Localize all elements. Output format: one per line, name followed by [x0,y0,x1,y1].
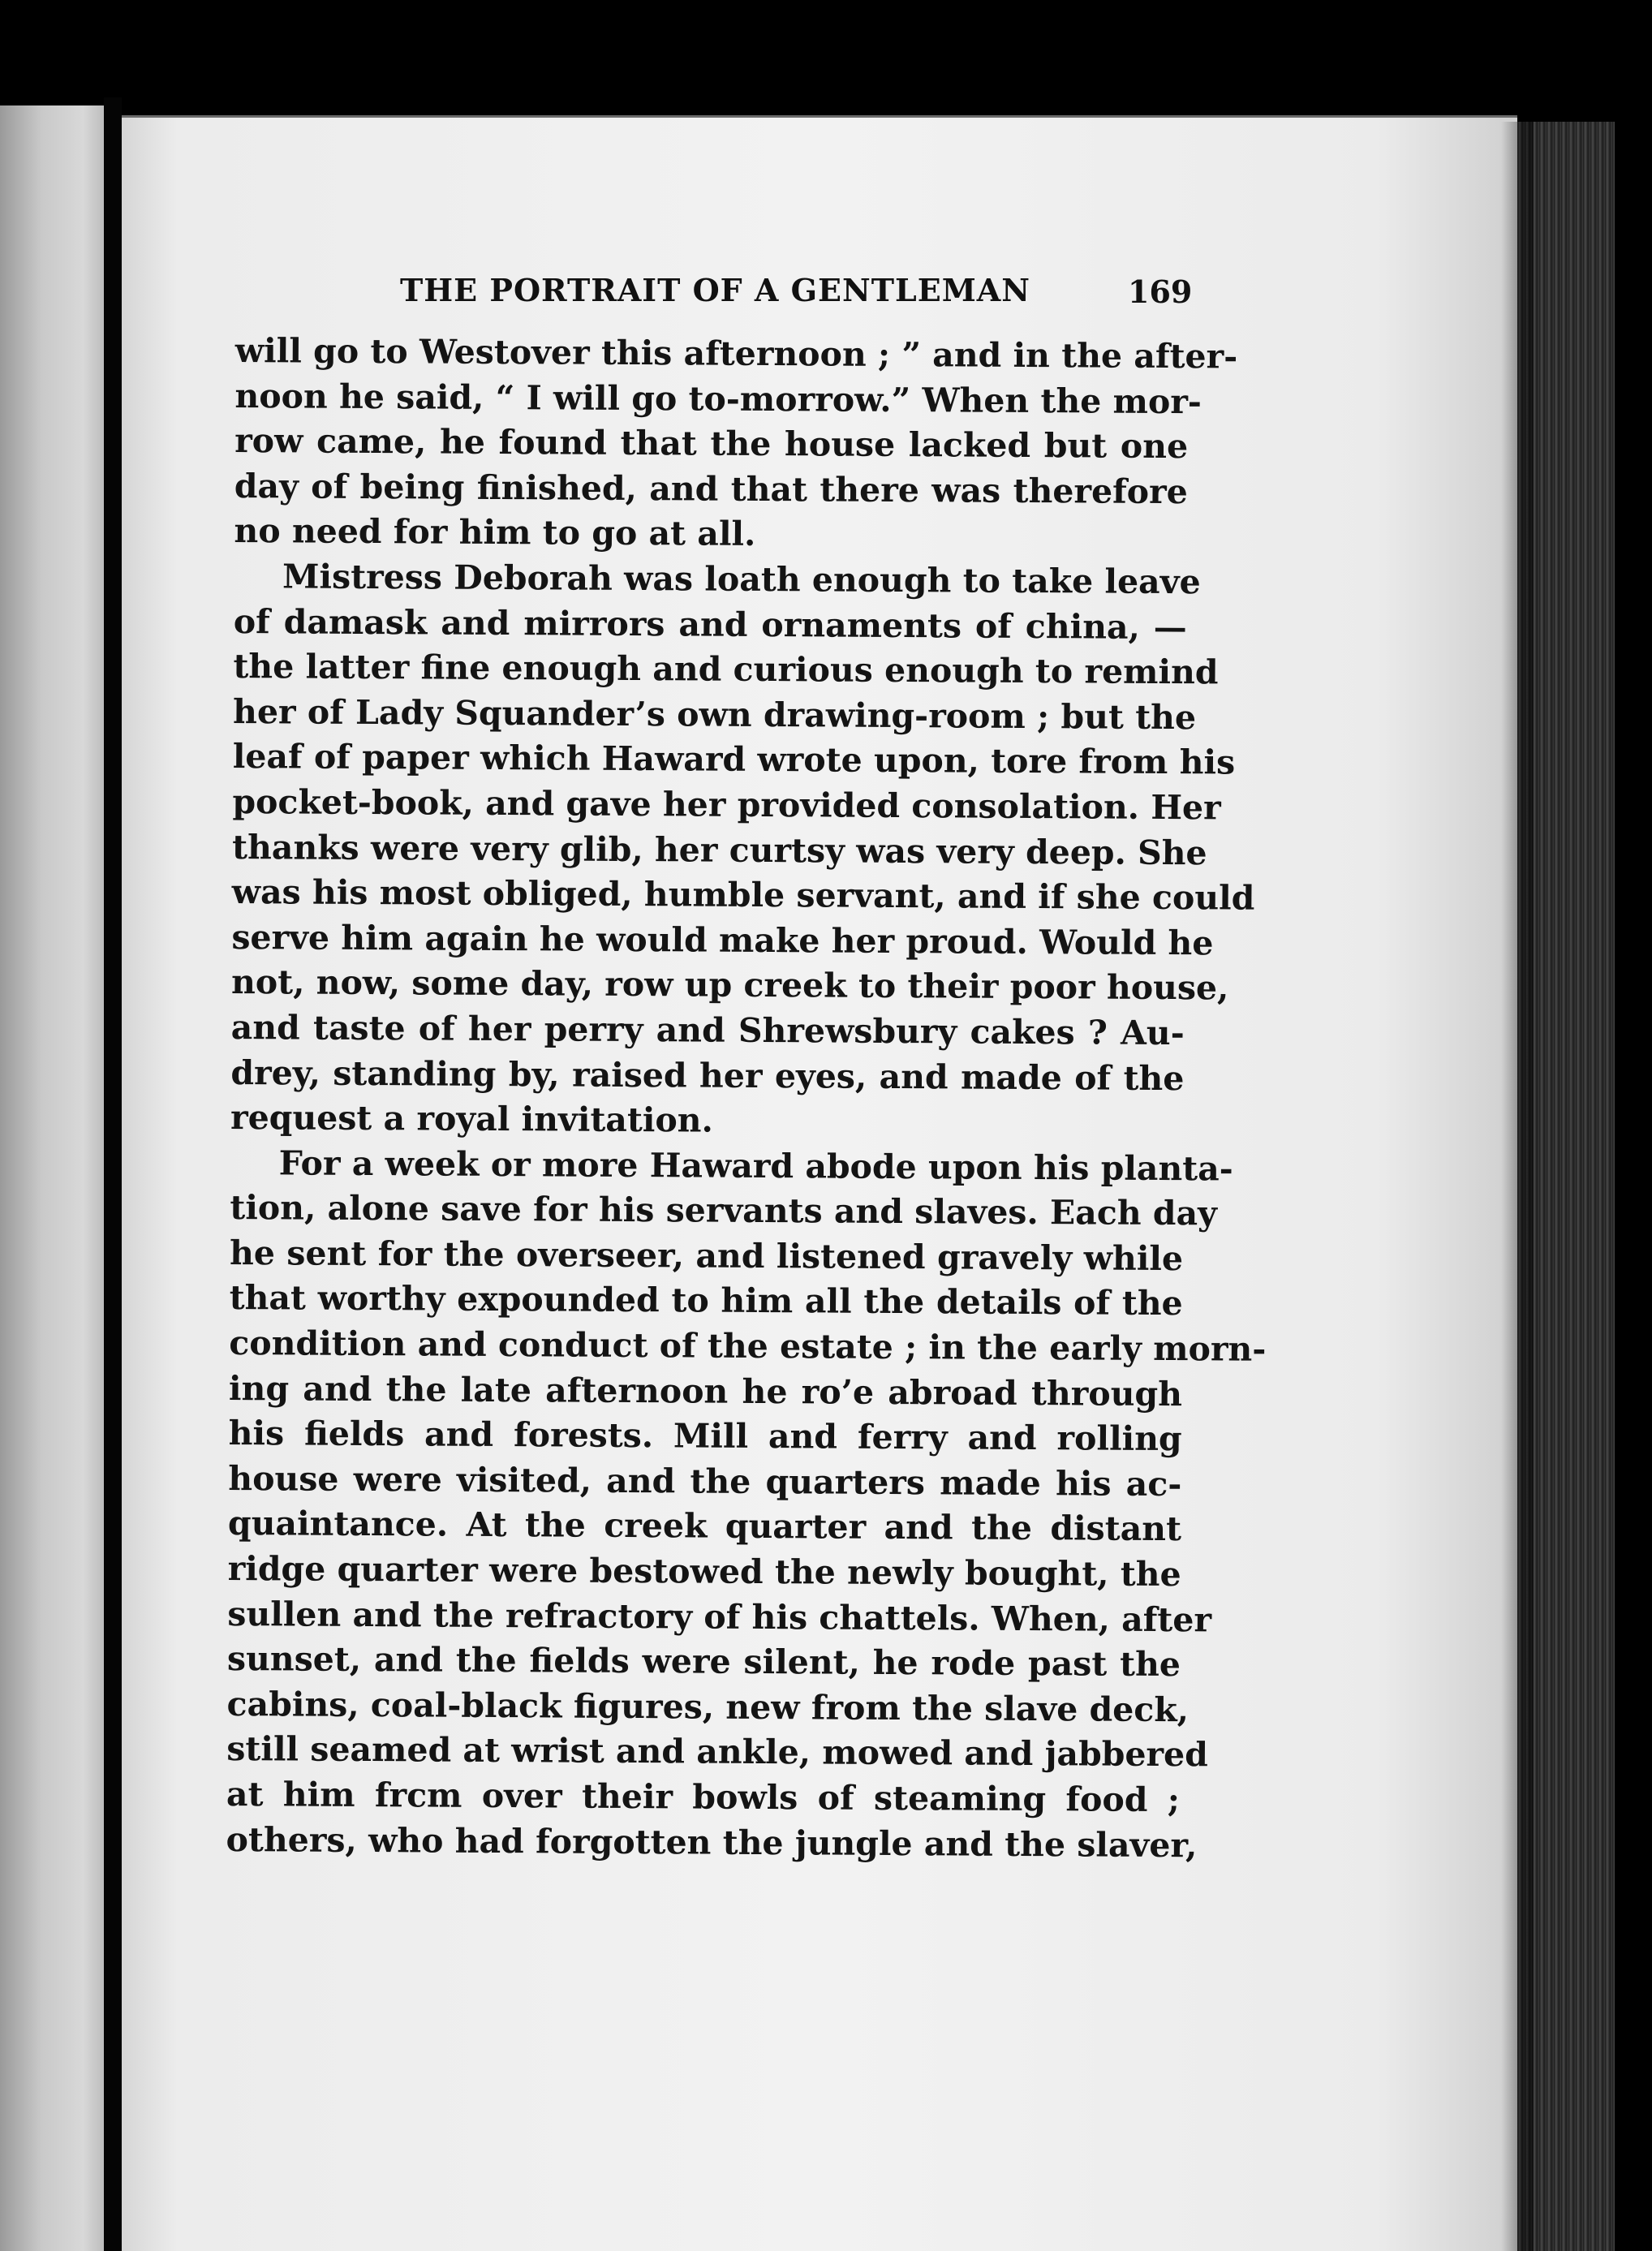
text-line: For a week or more Haward abode upon his planta- [278,1143,1233,1189]
text-line: his fields and forests. Mill and ferry and rolling [228,1414,1182,1459]
text-line: drey, standing by, raised her eyes, and made of the [230,1052,1185,1098]
text-line: pocket-book, and gave her provided consolation. Her [232,781,1221,828]
text-line: leaf of paper which Haward wrote upon, tore from his [232,737,1236,782]
text-line: quaintance. At the creek quarter and the distant [227,1504,1182,1549]
text-line: at him frcm over their bowls of steaming food ; [226,1774,1181,1820]
text-line: and taste of her perry and Shrewsbury cakes ? Au- [230,1007,1185,1053]
text-line: house were visited, and the quarters made his ac- [228,1458,1182,1504]
text-line: still seamed at wrist and ankle, mowed and jabbered [226,1729,1208,1775]
text-line: will go to Westover this afternoon ; ” and in the after- [234,330,1238,377]
text-line: of damask and mirrors and ornaments of china, — [233,601,1187,647]
text-line: Mistress Deborah was loath enough to take leave [282,557,1201,602]
text-line: sunset, and the fields were silent, he rode past the [226,1639,1181,1685]
body-text [226,329,1267,1868]
text-line: request a royal invitation. [230,1098,714,1140]
previous-page-edge [0,105,104,2251]
page-header [385,272,1197,321]
text-line: ridge quarter were bestowed the newly bought, the [227,1549,1181,1595]
text-line: the latter fine enough and curious enough to remind [233,647,1219,692]
text-line: her of Lady Squander’s own drawing-room ; but the [232,691,1197,737]
text-line: day of being finished, and that there was therefore [234,466,1188,511]
text-line: thanks were very glib, her curtsy was very deep. She [231,827,1207,872]
text-line: no need for him to go at all. [234,511,756,554]
text-line: noon he said, “ I will go to-morrow.” When the mor- [234,376,1202,421]
text-line: row came, he found that the house lacked but one [234,421,1189,467]
page-number: 169 [1128,273,1193,310]
text-line: that worthy expounded to him all the details of the [229,1278,1183,1323]
text-line: sullen and the refractory of his chattels. When, after [227,1594,1212,1640]
page-edge-shadow [1501,122,1534,2251]
text-line: ing and the late afternoon he ro’e abroad through [228,1368,1183,1414]
text-line: he sent for the overseer, and listened gravely while [229,1233,1184,1279]
text-line: not, now, some day, row up creek to their poor house, [230,962,1229,1008]
running-title: THE PORTRAIT OF A GENTLEMAN [400,272,1030,308]
text-line: was his most obliged, humble servant, and if she could [231,872,1255,918]
text-line: cabins, coal-black figures, new from the slave deck, [226,1684,1190,1730]
text-line: tion, alone save for his servants and slaves. Each day [230,1188,1218,1233]
text-line: others, who had forgotten the jungle and the slaver, [226,1819,1198,1865]
text-line: serve him again he would make her proud. Would he [231,917,1214,963]
text-line: condition and conduct of the estate ; in the early morn- [229,1323,1267,1369]
book-gutter [104,97,122,2251]
